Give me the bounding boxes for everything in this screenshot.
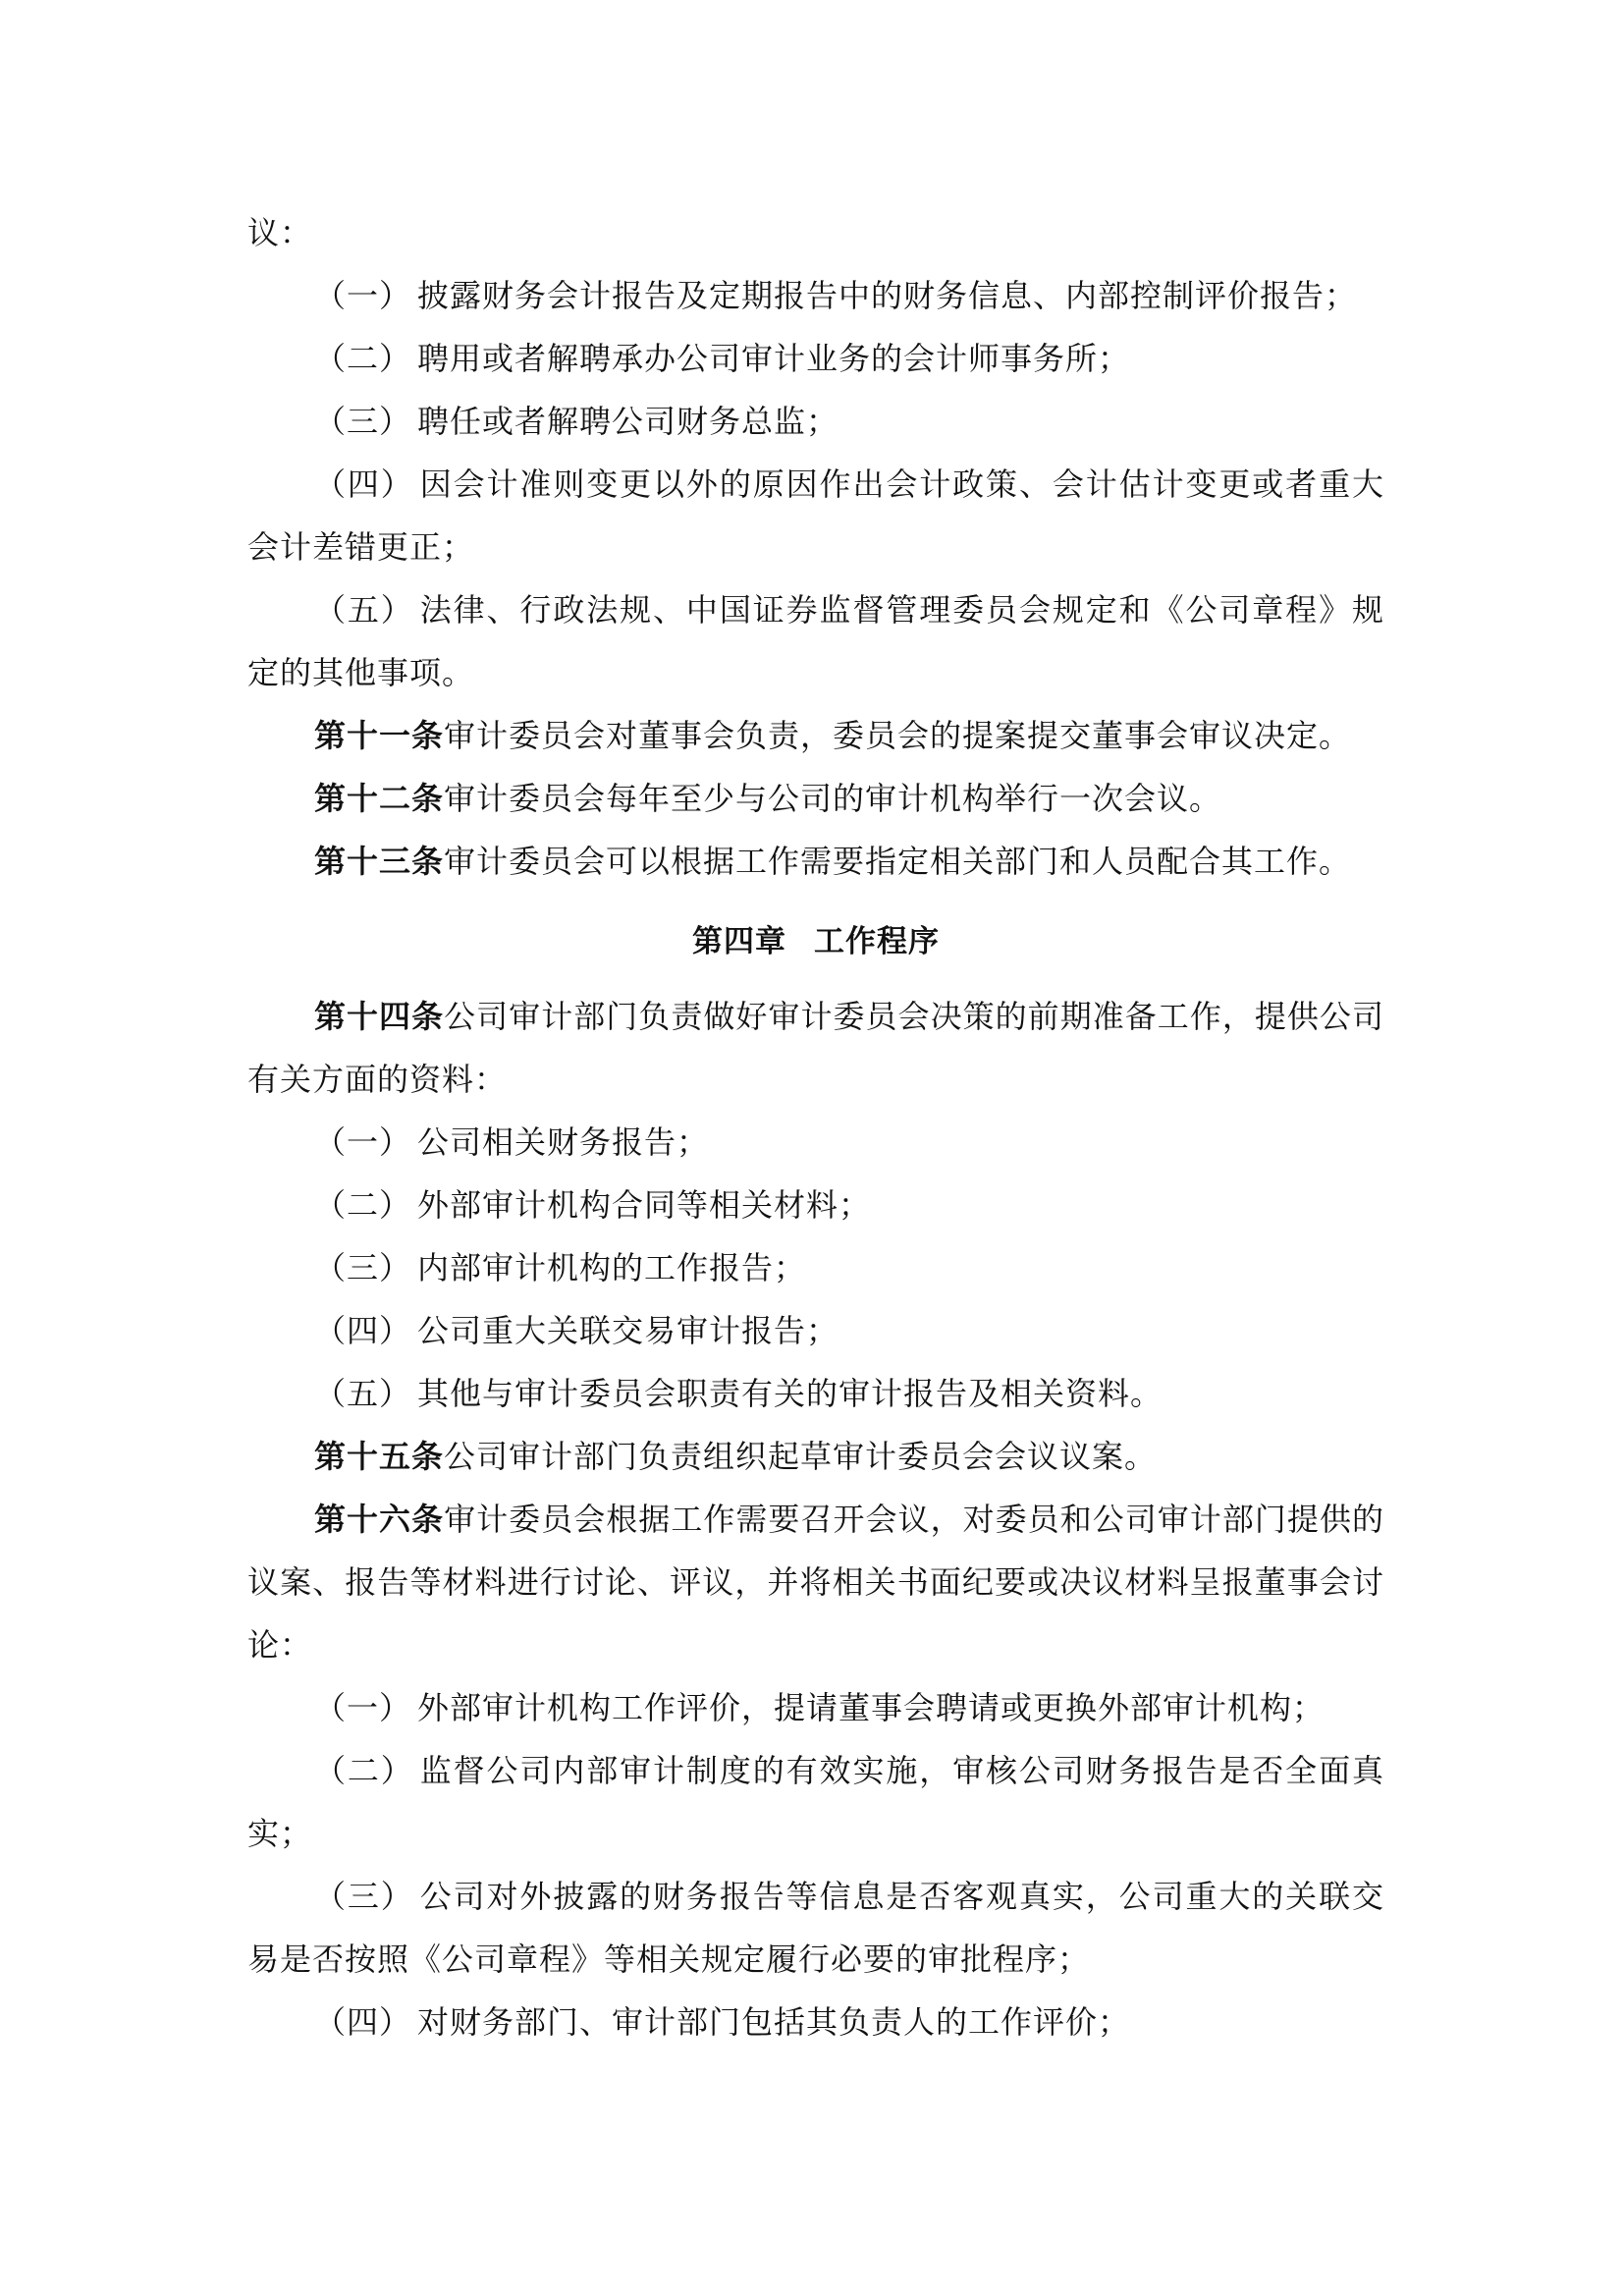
item-text: 其他与审计委员会职责有关的审计报告及相关资料。 bbox=[417, 1375, 1163, 1412]
item-number: （四） bbox=[314, 1312, 412, 1349]
list-item bbox=[247, 1174, 1384, 1236]
item-text: 披露财务会计报告及定期报告中的财务信息、内部控制评价报告； bbox=[417, 277, 1358, 314]
item-text: 监督公司内部审计制度的有效实施，审核公司财务报告是否全面真实； bbox=[247, 1752, 1384, 1852]
article-text: 审计委员会对董事会负责，委员会的提案提交董事会审议决定。 bbox=[444, 717, 1352, 754]
item-text: 法律、行政法规、中国证券监督管理委员会规定和《公司章程》规定的其他事项。 bbox=[247, 591, 1384, 691]
item-number: （二） bbox=[314, 340, 412, 377]
article-number: 第十六条 bbox=[314, 1501, 445, 1538]
item-text: 聘用或者解聘承办公司审计业务的会计师事务所； bbox=[417, 340, 1131, 377]
article-text: 审计委员会根据工作需要召开会议，对委员和公司审计部门提供的议案、报告等材料进行讨论、评议，并将相关书面纪要或决议材料呈报董事会讨论： bbox=[247, 1501, 1384, 1664]
item-text: 因会计准则变更以外的原因作出会计政策、会计估计变更或者重大会计差错更正； bbox=[247, 465, 1384, 566]
item-number: （三） bbox=[314, 403, 412, 440]
list-item bbox=[247, 1111, 1384, 1174]
item-number: （二） bbox=[314, 1186, 412, 1224]
item-number: （五） bbox=[314, 591, 414, 629]
list-item bbox=[247, 1236, 1384, 1299]
item-number: （一） bbox=[314, 1123, 412, 1161]
article-11 bbox=[247, 704, 1384, 767]
list-item bbox=[247, 390, 1384, 453]
item-text: 公司重大关联交易审计报告； bbox=[417, 1312, 839, 1349]
article-13 bbox=[247, 830, 1384, 893]
chapter-number: 第四章 bbox=[692, 924, 786, 959]
list-item bbox=[247, 264, 1384, 327]
document-page bbox=[247, 201, 1384, 2053]
list-item bbox=[247, 1362, 1384, 1425]
article-number: 第十五条 bbox=[314, 1438, 445, 1475]
list-item bbox=[247, 1676, 1384, 1739]
article-text: 公司审计部门负责做好审计委员会决策的前期准备工作，提供公司有关方面的资料： bbox=[247, 998, 1384, 1098]
item-text: 公司相关财务报告； bbox=[417, 1123, 710, 1161]
item-number: （四） bbox=[314, 465, 414, 503]
item-number: （一） bbox=[314, 277, 412, 314]
list-item bbox=[247, 1991, 1384, 2053]
article-number: 第十三条 bbox=[314, 843, 445, 880]
article-12 bbox=[247, 767, 1384, 830]
article-number: 第十二条 bbox=[314, 780, 445, 817]
item-number: （一） bbox=[314, 1689, 412, 1726]
chapter-title: 工作程序 bbox=[814, 924, 940, 959]
list-item bbox=[247, 327, 1384, 390]
item-text: 公司对外披露的财务报告等信息是否客观真实，公司重大的关联交易是否按照《公司章程》等相关规定履行必要的审批程序； bbox=[247, 1878, 1384, 1978]
item-text: 对财务部门、审计部门包括其负责人的工作评价； bbox=[417, 2003, 1131, 2041]
article-number: 第十一条 bbox=[314, 717, 445, 754]
item-text: 外部审计机构合同等相关材料； bbox=[417, 1186, 872, 1224]
item-text: 外部审计机构工作评价，提请董事会聘请或更换外部审计机构； bbox=[417, 1689, 1325, 1726]
article-text: 审计委员会每年至少与公司的审计机构举行一次会议。 bbox=[444, 780, 1222, 817]
item-number: （三） bbox=[314, 1249, 412, 1286]
article-text: 审计委员会可以根据工作需要指定相关部门和人员配合其工作。 bbox=[444, 843, 1352, 880]
item-text: 内部审计机构的工作报告； bbox=[417, 1249, 807, 1286]
article-number: 第十四条 bbox=[314, 998, 445, 1035]
item-number: （三） bbox=[314, 1878, 414, 1915]
article-15 bbox=[247, 1425, 1384, 1488]
item-number: （二） bbox=[314, 1752, 414, 1789]
article-16 bbox=[247, 1488, 1384, 1676]
list-item bbox=[247, 1739, 1384, 1865]
item-number: （五） bbox=[314, 1375, 412, 1412]
list-item bbox=[247, 578, 1384, 704]
chapter-heading bbox=[247, 910, 1384, 973]
opening-line: 议： bbox=[247, 214, 313, 251]
list-item bbox=[247, 1865, 1384, 1991]
article-text: 公司审计部门负责组织起草审计委员会会议议案。 bbox=[444, 1438, 1158, 1475]
item-text: 聘任或者解聘公司财务总监； bbox=[417, 403, 839, 440]
list-item bbox=[247, 1299, 1384, 1362]
list-item bbox=[247, 453, 1384, 578]
article-14 bbox=[247, 985, 1384, 1111]
item-number: （四） bbox=[314, 2003, 412, 2041]
